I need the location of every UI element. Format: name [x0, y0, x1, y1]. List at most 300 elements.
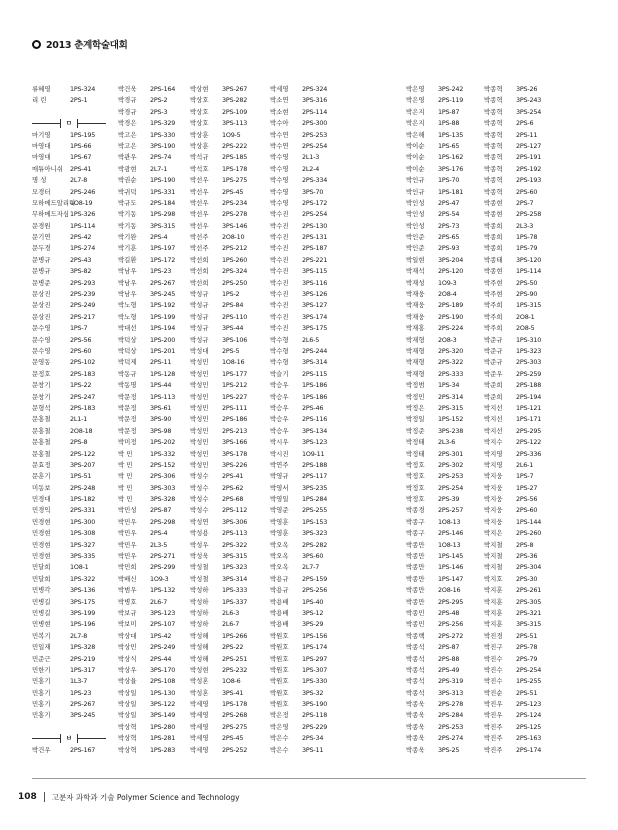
- index-entry: [406, 164, 480, 175]
- author-name: 박정범: [406, 381, 425, 390]
- paper-code: 2PS-47: [438, 198, 460, 207]
- paper-code: 1O8-19: [70, 198, 93, 207]
- index-entry: [190, 357, 260, 368]
- page-header: [32, 36, 128, 52]
- author-name: 박문정: [118, 392, 137, 401]
- author-name: 박상현: [190, 85, 209, 93]
- paper-code: 2PS-303: [516, 358, 542, 367]
- paper-code: 2PS-110: [222, 312, 248, 321]
- author-name: 박성해: [190, 654, 209, 663]
- author-name: 박진수: [484, 677, 503, 686]
- author-name: 박 민: [118, 472, 133, 481]
- index-entry: [270, 107, 342, 118]
- index-entry: [32, 198, 106, 209]
- paper-code: 1PS-283: [150, 745, 176, 754]
- index-entry: [118, 255, 188, 266]
- author-name: 박재성: [406, 278, 425, 287]
- index-entry: [32, 221, 106, 232]
- author-name: 박정호: [406, 483, 425, 492]
- paper-code: 2PS-302: [438, 460, 464, 469]
- index-entry: [190, 266, 260, 277]
- paper-code: 3PS-12: [302, 608, 324, 617]
- index-entry: [270, 688, 342, 699]
- paper-code: 1PS-132: [150, 586, 176, 595]
- paper-code: 2PS-255: [302, 506, 328, 515]
- index-entry: [484, 369, 554, 380]
- author-name: 문병규: [32, 267, 51, 276]
- index-entry: [406, 107, 480, 118]
- index-entry: [32, 323, 106, 334]
- author-name: 박상호: [190, 96, 209, 105]
- index-entry: [406, 460, 480, 471]
- author-name: 문형석: [32, 403, 51, 412]
- index-entry: [118, 574, 188, 585]
- paper-code: 2PS-93: [438, 244, 460, 253]
- index-entry: [406, 141, 480, 152]
- paper-code: 2PS-73: [438, 221, 460, 230]
- paper-code: 1PS-114: [516, 267, 542, 276]
- author-name: 민달희: [32, 563, 51, 572]
- author-name: 박수진: [270, 255, 289, 264]
- index-entry: [484, 494, 554, 505]
- paper-code: 3PS-26: [516, 85, 538, 93]
- author-name: 박지은: [484, 529, 503, 538]
- index-entry: [406, 528, 480, 539]
- author-name: 박영훈: [270, 517, 289, 526]
- index-entry: [190, 642, 260, 653]
- paper-code: 2PS-224: [438, 324, 464, 333]
- author-name: 문두경: [32, 244, 51, 253]
- author-name: 박종혁: [484, 130, 503, 139]
- author-name: 박정호: [406, 460, 425, 469]
- author-name: 박진주: [484, 722, 503, 731]
- author-name: 박정태: [406, 449, 425, 458]
- author-name: 박상율: [118, 677, 137, 686]
- index-entry: [190, 449, 260, 460]
- author-name: 박종석: [406, 688, 425, 697]
- paper-code: 2PS-183: [70, 403, 96, 412]
- paper-code: 2PS-3: [150, 107, 168, 116]
- index-entry: [118, 528, 188, 539]
- paper-code: 3PS-328: [150, 495, 176, 504]
- index-entry: [270, 619, 342, 630]
- author-name: 박성민: [190, 415, 209, 424]
- author-name: 박남우: [118, 278, 137, 287]
- paper-code: 2PS-251: [222, 654, 248, 663]
- index-entry: [406, 654, 480, 665]
- index-entry: [190, 688, 260, 699]
- paper-code: 1L3-7: [70, 677, 88, 686]
- author-name: 박성민: [190, 403, 209, 412]
- index-entry: [118, 745, 188, 756]
- paper-code: 2L7-8: [70, 176, 88, 185]
- paper-code: 2PS-42: [70, 233, 92, 242]
- paper-code: 1PS-156: [302, 631, 328, 640]
- index-entry: [270, 676, 342, 687]
- author-name: 박성민: [190, 438, 209, 447]
- paper-code: 2PS-250: [222, 278, 248, 287]
- author-name: 박수영: [270, 153, 289, 162]
- author-name: 박성하: [190, 620, 209, 629]
- paper-code: 2PS-254: [438, 483, 464, 492]
- author-name: 박종만: [406, 552, 425, 561]
- paper-code: 1PS-87: [438, 107, 460, 116]
- author-name: 박지훈: [484, 597, 503, 606]
- author-name: 박이순: [406, 164, 425, 173]
- index-entry: [190, 494, 260, 505]
- index-entry: [190, 528, 260, 539]
- author-name: 박수영: [270, 164, 289, 173]
- paper-code: 2PS-102: [70, 358, 96, 367]
- index-entry: [406, 300, 480, 311]
- index-entry: [484, 437, 554, 448]
- paper-code: 2PS-115: [302, 369, 328, 378]
- paper-code: 1PS-197: [150, 244, 176, 253]
- index-entry: [32, 574, 106, 585]
- index-entry: [270, 483, 342, 494]
- index-entry: [118, 357, 188, 368]
- index-entry: [406, 551, 480, 562]
- author-name: 박 민: [118, 449, 133, 458]
- paper-code: 2PS-248: [70, 483, 96, 492]
- paper-code: 2PS-274: [438, 734, 464, 743]
- index-entry: [190, 243, 260, 254]
- index-column-5: [406, 84, 480, 756]
- author-name: 박노형: [118, 312, 137, 321]
- author-name: 박성수: [190, 472, 209, 481]
- index-entry: [406, 152, 480, 163]
- author-name: 박슬기: [270, 369, 289, 378]
- author-name: 박은영: [406, 85, 425, 93]
- paper-code: 2PS-183: [70, 369, 96, 378]
- index-entry: [406, 335, 480, 346]
- paper-code: 2PS-190: [438, 312, 464, 321]
- paper-code: 2PS-8: [516, 540, 534, 549]
- index-entry: [406, 312, 480, 323]
- section-letter: ㅁ: [60, 119, 78, 128]
- index-entry: [484, 255, 554, 266]
- paper-code: 1PS-186: [302, 381, 328, 390]
- author-name: 박상혁: [118, 734, 137, 743]
- index-entry: [190, 483, 260, 494]
- index-entry: [484, 699, 554, 710]
- index-entry: [270, 597, 342, 608]
- author-name: 박승우: [270, 403, 289, 412]
- index-entry: [32, 289, 106, 300]
- author-name: 박종경: [406, 506, 425, 515]
- author-name: 박경규: [118, 96, 137, 105]
- author-name: 박덕제: [118, 358, 137, 367]
- paper-code: 1PS-34: [438, 381, 460, 390]
- index-entry: [118, 562, 188, 573]
- index-entry: [32, 688, 106, 699]
- paper-code: 2PS-172: [302, 198, 328, 207]
- author-name: 박은정: [270, 711, 289, 720]
- index-entry: [406, 676, 480, 687]
- author-name: 문홍철: [32, 438, 51, 447]
- author-name: 박성철: [190, 574, 209, 583]
- author-name: 박정호: [406, 495, 425, 504]
- author-name: 박수진: [270, 221, 289, 230]
- author-name: 문창기: [32, 392, 51, 401]
- index-entry: [32, 414, 106, 425]
- paper-code: 2PS-333: [438, 369, 464, 378]
- index-entry: [484, 95, 554, 106]
- index-entry: [406, 403, 480, 414]
- paper-code: 1PS-331: [150, 187, 176, 196]
- author-name: 박은지: [406, 119, 425, 128]
- index-entry: [406, 130, 480, 141]
- author-name: 박일현: [406, 255, 425, 264]
- author-name: 박지철: [484, 540, 503, 549]
- index-entry: [118, 175, 188, 186]
- author-name: 문수영: [32, 346, 51, 355]
- index-entry: [32, 152, 106, 163]
- index-column-1: [32, 84, 106, 756]
- paper-code: 1PS-67: [70, 153, 92, 162]
- paper-code: 2PS-229: [302, 722, 328, 731]
- author-name: 박노형: [118, 301, 137, 310]
- paper-code: 3PS-146: [222, 221, 248, 230]
- author-name: 박원호: [270, 677, 289, 686]
- author-name: 박미정: [118, 438, 137, 447]
- author-name: 박동명: [118, 381, 137, 390]
- paper-code: 1O8-6: [222, 677, 241, 686]
- author-name: 박주희: [484, 301, 503, 310]
- paper-code: 2L1-3: [302, 153, 320, 162]
- index-entry: [484, 289, 554, 300]
- paper-code: 2PS-5: [222, 346, 240, 355]
- author-name: 명 성: [32, 176, 47, 185]
- index-entry: [270, 654, 342, 665]
- index-entry: [406, 84, 480, 95]
- paper-code: 2PS-320: [438, 346, 464, 355]
- paper-code: 2PS-146: [438, 529, 464, 538]
- index-entry: [270, 278, 342, 289]
- index-entry: [406, 232, 480, 243]
- paper-code: 3PS-11: [302, 745, 324, 754]
- paper-code: 3PS-315: [150, 221, 176, 230]
- index-entry: [270, 130, 342, 141]
- index-entry: [118, 152, 188, 163]
- author-name: 박준규: [484, 358, 503, 367]
- author-name: 박상훈: [190, 141, 209, 150]
- author-name: 박진순: [484, 688, 503, 697]
- paper-code: 2PS-254: [516, 665, 542, 674]
- paper-code: 2PS-125: [516, 722, 542, 731]
- author-name: 문효정: [32, 460, 51, 469]
- index-entry: [270, 608, 342, 619]
- index-entry: [190, 312, 260, 323]
- paper-code: 1PS-280: [150, 722, 176, 731]
- paper-code: 2L7-8: [70, 631, 88, 640]
- author-name: 박석호: [190, 164, 209, 173]
- index-entry: [484, 243, 554, 254]
- author-name: 박재형: [406, 335, 425, 344]
- index-entry: [484, 745, 554, 756]
- author-name: 박지웅: [484, 483, 503, 492]
- author-name: 박수진: [270, 278, 289, 287]
- author-name: 박종욱: [406, 734, 425, 743]
- author-name: 박원호: [270, 688, 289, 697]
- index-entry: [118, 118, 188, 129]
- paper-code: 2PS-114: [302, 107, 328, 116]
- paper-code: 2PS-184: [150, 198, 176, 207]
- index-entry: [270, 243, 342, 254]
- paper-code: 3PS-134: [302, 426, 328, 435]
- author-name: 박재웅: [406, 312, 425, 321]
- paper-code: 2PS-6: [516, 119, 534, 128]
- author-name: 박성하: [190, 586, 209, 595]
- index-entry: [406, 494, 480, 505]
- index-entry: [118, 243, 188, 254]
- paper-code: 2PS-117: [302, 472, 328, 481]
- index-entry: [270, 574, 342, 585]
- author-name: 박원호: [270, 654, 289, 663]
- index-entry: [406, 369, 480, 380]
- author-name: 박지훈: [484, 586, 503, 595]
- author-name: 박상호: [190, 107, 209, 116]
- author-name: 박용배: [270, 620, 289, 629]
- paper-code: 1PS-153: [302, 517, 328, 526]
- paper-code: 2L3-5: [150, 540, 168, 549]
- index-entry: [32, 403, 106, 414]
- author-name: 박진구: [484, 643, 503, 652]
- paper-code: 1PS-178: [222, 700, 248, 709]
- index-entry: [484, 300, 554, 311]
- index-entry: [190, 654, 260, 665]
- index-entry: [484, 483, 554, 494]
- index-entry: [190, 426, 260, 437]
- author-name: 박성규: [190, 290, 209, 299]
- author-name: 박광현: [118, 164, 137, 173]
- author-name: 박상일: [118, 700, 137, 709]
- index-entry: [190, 619, 260, 630]
- paper-code: 1PS-66: [70, 141, 92, 150]
- author-name: 박수형: [270, 335, 289, 344]
- index-entry: [270, 380, 342, 391]
- paper-code: 2PS-122: [70, 449, 96, 458]
- index-entry: [406, 619, 480, 630]
- author-name: 박배신: [118, 574, 137, 583]
- author-name: 박수진: [270, 210, 289, 219]
- author-name: 박성해: [190, 643, 209, 652]
- index-entry: [190, 699, 260, 710]
- author-name: 박진우: [484, 711, 503, 720]
- index-entry: [190, 585, 260, 596]
- index-entry: [190, 733, 260, 744]
- author-name: 박준희: [484, 381, 503, 390]
- author-name: 박성수: [190, 495, 209, 504]
- index-entry: [32, 494, 106, 505]
- section-header: [32, 733, 106, 744]
- paper-code: 2O8-10: [222, 233, 245, 242]
- paper-code: 2PS-306: [150, 472, 176, 481]
- author-name: 박선희: [190, 267, 209, 276]
- index-entry: [190, 141, 260, 152]
- author-name: 박인준: [406, 233, 425, 242]
- index-entry: [270, 460, 342, 471]
- index-entry: [32, 642, 106, 653]
- paper-code: 1O8-16: [222, 358, 245, 367]
- paper-code: 2PS-78: [516, 643, 538, 652]
- index-entry: [190, 107, 260, 118]
- author-name: 박성규: [190, 301, 209, 310]
- author-name: 박영서: [270, 483, 289, 492]
- author-name: 민병각: [32, 586, 51, 595]
- author-name: 박지선: [484, 415, 503, 424]
- author-name: 박성규: [190, 335, 209, 344]
- index-entry: [270, 312, 342, 323]
- index-entry: [484, 631, 554, 642]
- author-name: 민홍기: [32, 688, 51, 697]
- index-entry: [270, 449, 342, 460]
- index-entry: [406, 380, 480, 391]
- author-name: 박성해: [190, 631, 209, 640]
- paper-code: 2PS-278: [222, 210, 248, 219]
- paper-code: 2PS-39: [438, 495, 460, 504]
- author-name: 박진경: [484, 631, 503, 640]
- author-name: 박 민: [118, 483, 133, 492]
- index-entry: [484, 312, 554, 323]
- paper-code: 2PS-1: [70, 96, 88, 105]
- index-entry: [118, 403, 188, 414]
- paper-code: 1PS-227: [222, 392, 248, 401]
- author-name: 박주현: [484, 290, 503, 299]
- index-entry: [484, 175, 554, 186]
- page-number: 108: [18, 792, 37, 802]
- paper-code: 2L6-7: [222, 620, 240, 629]
- footer-divider: [32, 778, 586, 779]
- paper-code: 1PS-70: [438, 176, 460, 185]
- index-entry: [190, 187, 260, 198]
- paper-code: 1O9-3: [150, 574, 169, 583]
- paper-code: 2PS-167: [70, 745, 96, 754]
- author-name: 박성민: [190, 392, 209, 401]
- index-entry: [190, 323, 260, 334]
- index-entry: [484, 278, 554, 289]
- paper-code: 2PS-193: [516, 176, 542, 185]
- paper-code: 2PS-11: [150, 358, 172, 367]
- author-name: 박대선: [118, 324, 137, 333]
- index-entry: [190, 95, 260, 106]
- paper-code: 3PS-303: [150, 483, 176, 492]
- paper-code: 2PS-249: [70, 301, 96, 310]
- author-name: 박영훈: [270, 529, 289, 538]
- paper-code: 1PS-182: [70, 495, 96, 504]
- index-entry: [484, 562, 554, 573]
- index-entry: [270, 528, 342, 539]
- author-name: 박종혁: [484, 153, 503, 162]
- author-name: 박지영: [484, 460, 503, 469]
- index-entry: [32, 665, 106, 676]
- paper-code: 3PS-316: [302, 96, 328, 105]
- paper-code: 2PS-188: [302, 460, 328, 469]
- author-name: 박주희: [484, 324, 503, 333]
- author-name: 박성연: [190, 517, 209, 526]
- index-entry: [270, 357, 342, 368]
- author-name: 문영동: [32, 358, 51, 367]
- index-entry: [270, 665, 342, 676]
- index-entry: [118, 597, 188, 608]
- author-name: 박종만: [406, 586, 425, 595]
- author-name: 박성민: [190, 460, 209, 469]
- author-name: 박은수: [270, 734, 289, 743]
- index-entry: [270, 95, 342, 106]
- author-name: 박종혁: [484, 107, 503, 116]
- index-entry: [32, 175, 106, 186]
- author-name: 매튜아니쉬: [32, 164, 63, 173]
